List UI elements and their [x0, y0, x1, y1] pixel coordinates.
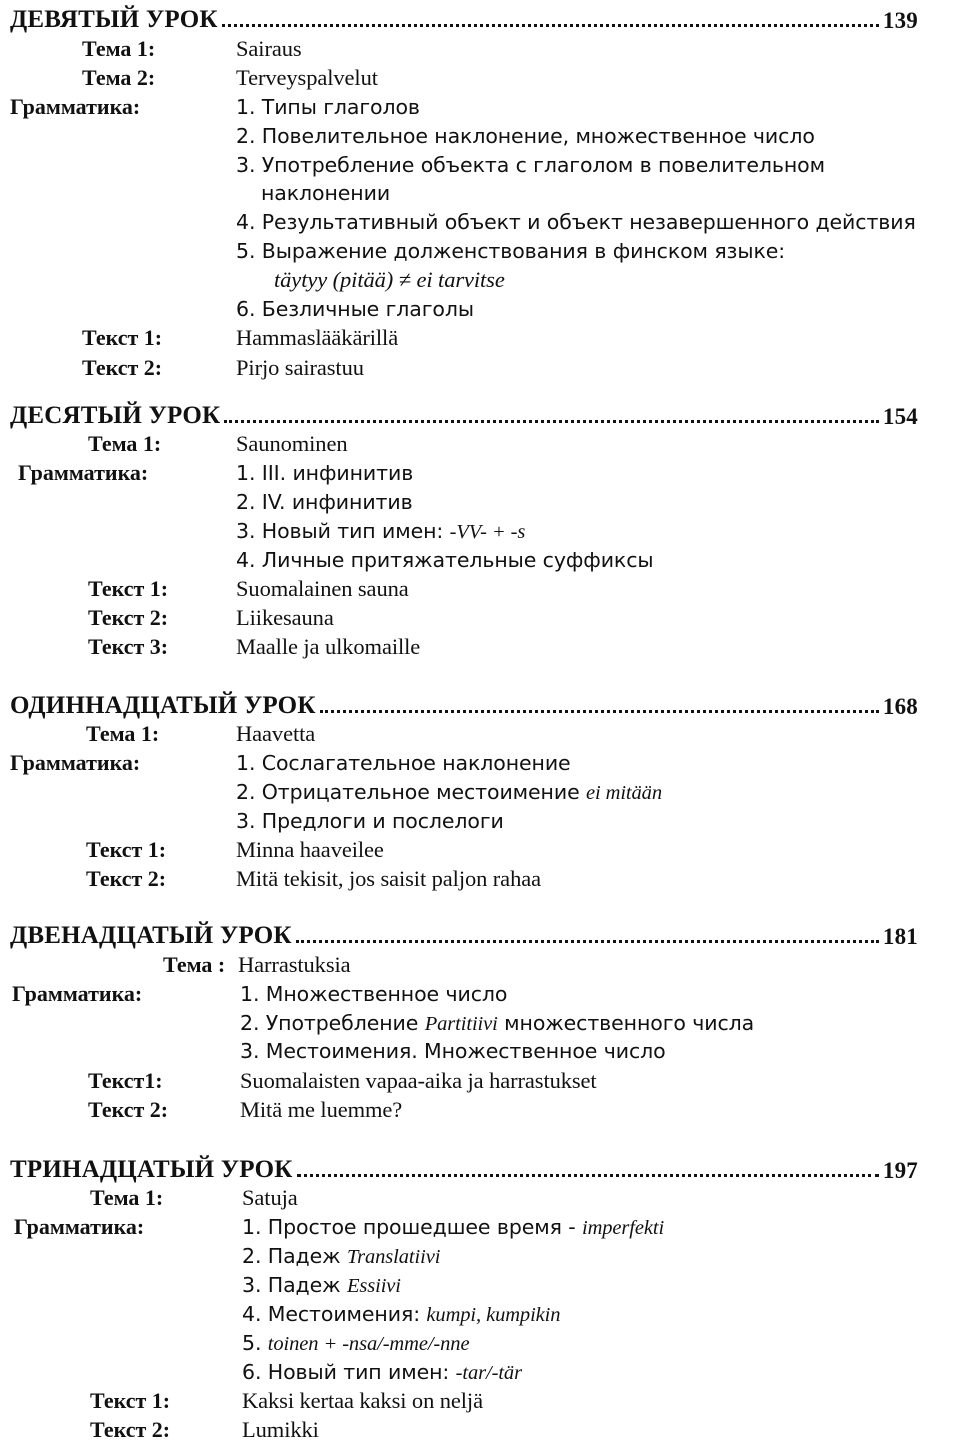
text1-value: Suomalaisten vapaa-aika ja harrastukset	[240, 1068, 597, 1093]
text2-value: Mitä me luemme?	[240, 1097, 403, 1122]
topic1-value: Satuja	[242, 1185, 298, 1210]
grammar-item: 1. Простое прошедшее время - imperfekti	[242, 1215, 665, 1239]
leader-dots	[320, 710, 879, 713]
grammar-item: täytyy (pitää) ≠ ei tarvitse	[274, 267, 505, 292]
grammar-item: 3. Употребление объекта с глаголом в повелительном	[236, 153, 825, 177]
lesson-heading	[10, 1150, 918, 1184]
grammar-item: 3. Предлоги и послелоги	[236, 809, 504, 833]
topic2-value: Terveyspalvelut	[236, 65, 378, 90]
text1-value: Minna haaveilee	[236, 837, 384, 862]
page-number: 139	[882, 8, 918, 33]
lesson-title: ОДИННАДЦАТЫЙ УРОК	[10, 692, 316, 719]
page-number: 181	[882, 924, 918, 949]
text2-label: Текст 2:	[88, 605, 169, 630]
grammar-item: 2. Употребление Partitiivi множественного числа	[240, 1011, 755, 1035]
topic-label: Тема :	[163, 952, 226, 977]
text2-label: Текст 2:	[82, 355, 163, 380]
text3-label: Текст 3:	[88, 634, 169, 659]
text2-value: Lumikki	[242, 1417, 319, 1442]
leader-dots	[224, 420, 879, 423]
lesson-heading	[10, 0, 918, 34]
grammar-item: 1. Множественное число	[240, 982, 508, 1006]
topic1-label: Тема 1:	[88, 431, 162, 456]
text2-label: Текст 2:	[88, 1097, 169, 1122]
leader-dots	[296, 940, 879, 943]
lesson-heading	[10, 396, 918, 430]
lesson-title: ДВЕНАДЦАТЫЙ УРОК	[10, 922, 292, 949]
lesson-title: ДЕВЯТЫЙ УРОК	[10, 6, 218, 33]
grammar-item: 2. Повелительное наклонение, множественное число	[236, 124, 815, 148]
grammar-item: 6. Новый тип имен: -tar/-tär	[242, 1360, 522, 1384]
text1-value: Kaksi kertaa kaksi on neljä	[242, 1388, 483, 1413]
text1-label: Текст 1:	[90, 1388, 171, 1413]
grammar-item: 6. Безличные глаголы	[236, 297, 474, 321]
grammar-item: 2. Падеж Translatiivi	[242, 1244, 441, 1268]
grammar-item: 2. IV. инфинитив	[236, 490, 413, 514]
text3-value: Maalle ja ulkomaille	[236, 634, 421, 659]
page-number: 197	[882, 1158, 918, 1183]
grammar-item: 1. Типы глаголов	[236, 95, 420, 119]
text2-label: Текст 2:	[86, 866, 167, 891]
grammar-item: 4. Местоимения: kumpi, kumpikin	[242, 1302, 561, 1326]
grammar-label: Грамматика:	[14, 1214, 145, 1239]
page-number: 154	[882, 404, 918, 429]
page-number: 168	[882, 694, 918, 719]
topic-value: Harrastuksia	[238, 952, 351, 977]
grammar-label: Грамматика:	[12, 981, 143, 1006]
topic1-value: Saunominen	[236, 431, 348, 456]
grammar-item: наклонении	[261, 181, 391, 205]
text2-value: Liikesauna	[236, 605, 334, 630]
grammar-item: 2. Отрицательное местоимение ei mitään	[236, 780, 662, 804]
text2-value: Mitä tekisit, jos saisit paljon rahaa	[236, 866, 541, 891]
grammar-item: 1. Сослагательное наклонение	[236, 751, 571, 775]
grammar-label: Грамматика:	[18, 460, 149, 485]
grammar-label: Грамматика:	[10, 750, 141, 775]
lesson-heading	[10, 686, 918, 720]
topic1-label: Тема 1:	[90, 1185, 164, 1210]
lesson-heading	[10, 916, 918, 950]
lesson-title: ТРИНАДЦАТЫЙ УРОК	[10, 1156, 293, 1183]
text1-label: Текст 1:	[86, 837, 167, 862]
lesson-title: ДЕСЯТЫЙ УРОК	[10, 402, 221, 429]
grammar-item: 3. Местоимения. Множественное число	[240, 1039, 666, 1063]
leader-dots	[297, 1174, 879, 1177]
grammar-item: 5. toinen + -nsa/-mme/-nne	[242, 1331, 470, 1355]
text1-value: Suomalainen sauna	[236, 576, 409, 601]
text1-label: Текст1:	[88, 1068, 163, 1093]
grammar-item: 5. Выражение долженствования в финском языке:	[236, 239, 786, 263]
text1-label: Текст 1:	[82, 325, 163, 350]
text1-label: Текст 1:	[88, 576, 169, 601]
text2-value: Pirjo sairastuu	[236, 355, 364, 380]
topic1-label: Тема 1:	[82, 36, 156, 61]
topic1-label: Тема 1:	[86, 721, 160, 746]
grammar-item: 4. Результативный объект и объект незавершенного действия	[236, 210, 916, 234]
topic1-value: Haavetta	[236, 721, 316, 746]
topic1-value: Sairaus	[236, 36, 302, 61]
grammar-item: 3. Новый тип имен: -VV- + -s	[236, 519, 526, 543]
text1-value: Hammaslääkärillä	[236, 325, 399, 350]
grammar-item: 3. Падеж Essiivi	[242, 1273, 401, 1297]
grammar-item: 4. Личные притяжательные суффиксы	[236, 548, 654, 572]
topic2-label: Тема 2:	[82, 65, 156, 90]
grammar-item: 1. III. инфинитив	[236, 461, 414, 485]
grammar-label: Грамматика:	[10, 94, 141, 119]
text2-label: Текст 2:	[90, 1417, 171, 1442]
leader-dots	[222, 24, 879, 27]
